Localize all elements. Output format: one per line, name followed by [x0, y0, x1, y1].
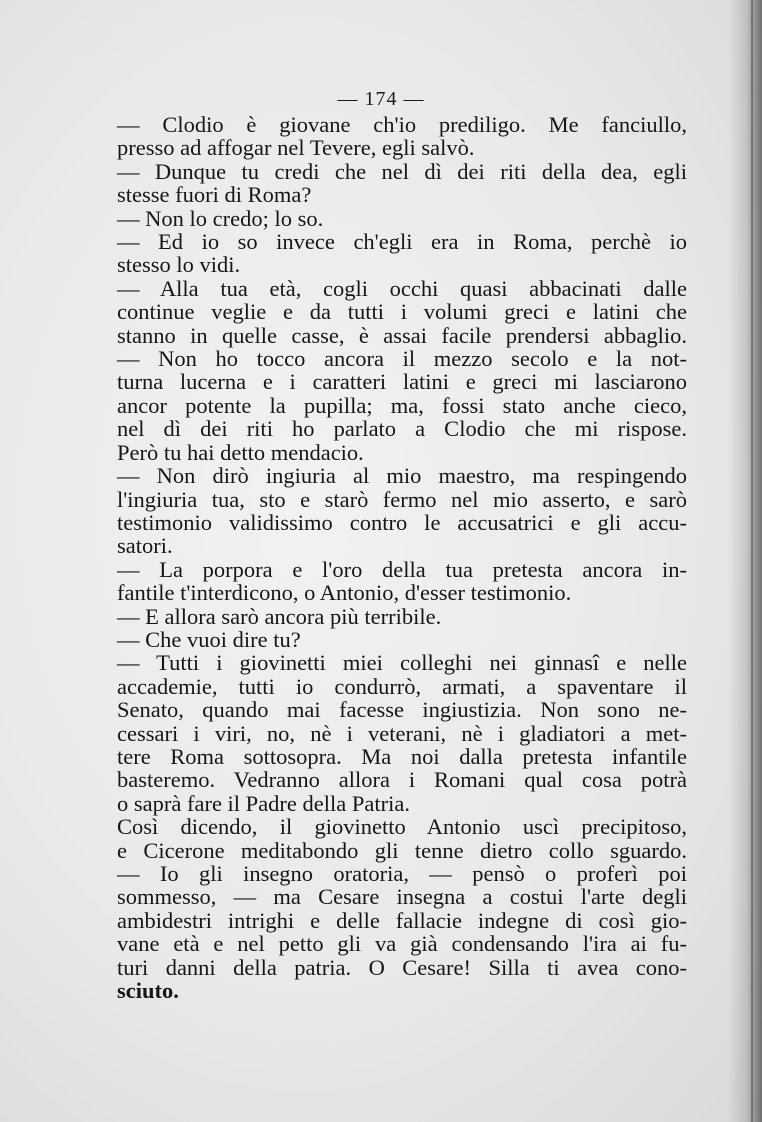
text-line: e Cicerone meditabondo gli tenne dietro collo sguardo.: [117, 837, 687, 863]
text-line: — Non dirò ingiuria al mio maestro, ma respingendo: [117, 463, 687, 489]
text-line: l'ingiuria tua, sto e starò fermo nel mio asserto, e sarò: [117, 486, 687, 512]
text-line: — Non lo credo; lo so.: [117, 205, 324, 231]
text-line: Senato, quando mai facesse ingiustizia. Non sono ne-: [117, 697, 687, 723]
text-line: o saprà fare il Padre della Patria.: [117, 790, 410, 816]
text-line: — Io gli insegno oratoria, — pensò o proferì poi: [117, 861, 687, 886]
text-line: — Tutti i giovinetti miei colleghi nei ginnasî e nelle: [117, 650, 687, 676]
text-line: — Dunque tu credi che nel dì dei riti della dea, egli: [117, 158, 687, 184]
text-line: — Che vuoi dire tu?: [117, 626, 301, 652]
text-line: ancor potente la pupilla; ma, fossi stato anche cieco,: [117, 392, 687, 418]
text-line: testimonio validissimo contro le accusatrici e gli accu-: [117, 509, 687, 535]
text-line: basteremo. Vedranno allora i Romani qual cosa potrà: [117, 767, 687, 793]
text-line: cessari i viri, no, nè i veterani, nè i gladiatori a met-: [117, 720, 687, 746]
text-line: presso ad affogar nel Tevere, egli salvò.: [117, 135, 475, 161]
text-line: — Non ho tocco ancora il mezzo secolo e la not-: [117, 346, 687, 372]
text-line: — Clodio è giovane ch'io prediligo. Me fanciullo,: [117, 112, 687, 137]
text-line: — E allora sarò ancora più terribile.: [117, 603, 442, 629]
text-line: — La porpora e l'oro della tua pretesta ancora in-: [117, 556, 687, 582]
text-line: Così dicendo, il giovinetto Antonio uscì precipitoso,: [117, 814, 687, 840]
text-line: stesse fuori di Roma?: [117, 182, 312, 208]
page-number: — 174 —: [337, 88, 425, 110]
text-line: turi danni della patria. O Cesare! Silla ti avea cono-: [117, 954, 687, 980]
text-line: satori.: [117, 533, 173, 559]
text-line: tere Roma sottosopra. Ma noi dalla pretesta infantile: [117, 743, 687, 769]
text-line: fantile t'interdicono, o Antonio, d'esser testimonio.: [117, 580, 572, 606]
text-line: continue veglie e da tutti i volumi greci e latini che: [117, 299, 687, 325]
text-line: sommesso, — ma Cesare insegna a costui l'arte degli: [117, 884, 687, 910]
text-line: nel dì dei riti ho parlato a Clodio che mi rispose.: [117, 416, 687, 442]
text-line: stesso lo vidi.: [117, 252, 241, 278]
page-edge-line: [751, 0, 753, 1122]
page-spine-shadow: [728, 0, 762, 1122]
text-line: vane età e nel petto gli va già condensando l'ira ai fu-: [117, 931, 687, 957]
text-line: stanno in quelle casse, è assai facile prendersi abbaglio.: [117, 322, 687, 348]
body-text: [117, 113, 687, 1002]
text-line: — Ed io so invece ch'egli era in Roma, perchè io: [117, 229, 687, 255]
text-line: — Alla tua età, cogli occhi quasi abbacinati dalle: [117, 275, 687, 301]
text-line: sciuto.: [117, 978, 179, 1004]
text-line: ambidestri intrighi e delle fallacie indegne di così gio-: [117, 907, 687, 933]
text-line: Però tu hai detto mendacio.: [117, 439, 364, 465]
text-line: turna lucerna e i caratteri latini e greci mi lasciarono: [117, 369, 687, 395]
text-line: accademie, tutti io condurrò, armati, a spaventare il: [117, 673, 687, 699]
